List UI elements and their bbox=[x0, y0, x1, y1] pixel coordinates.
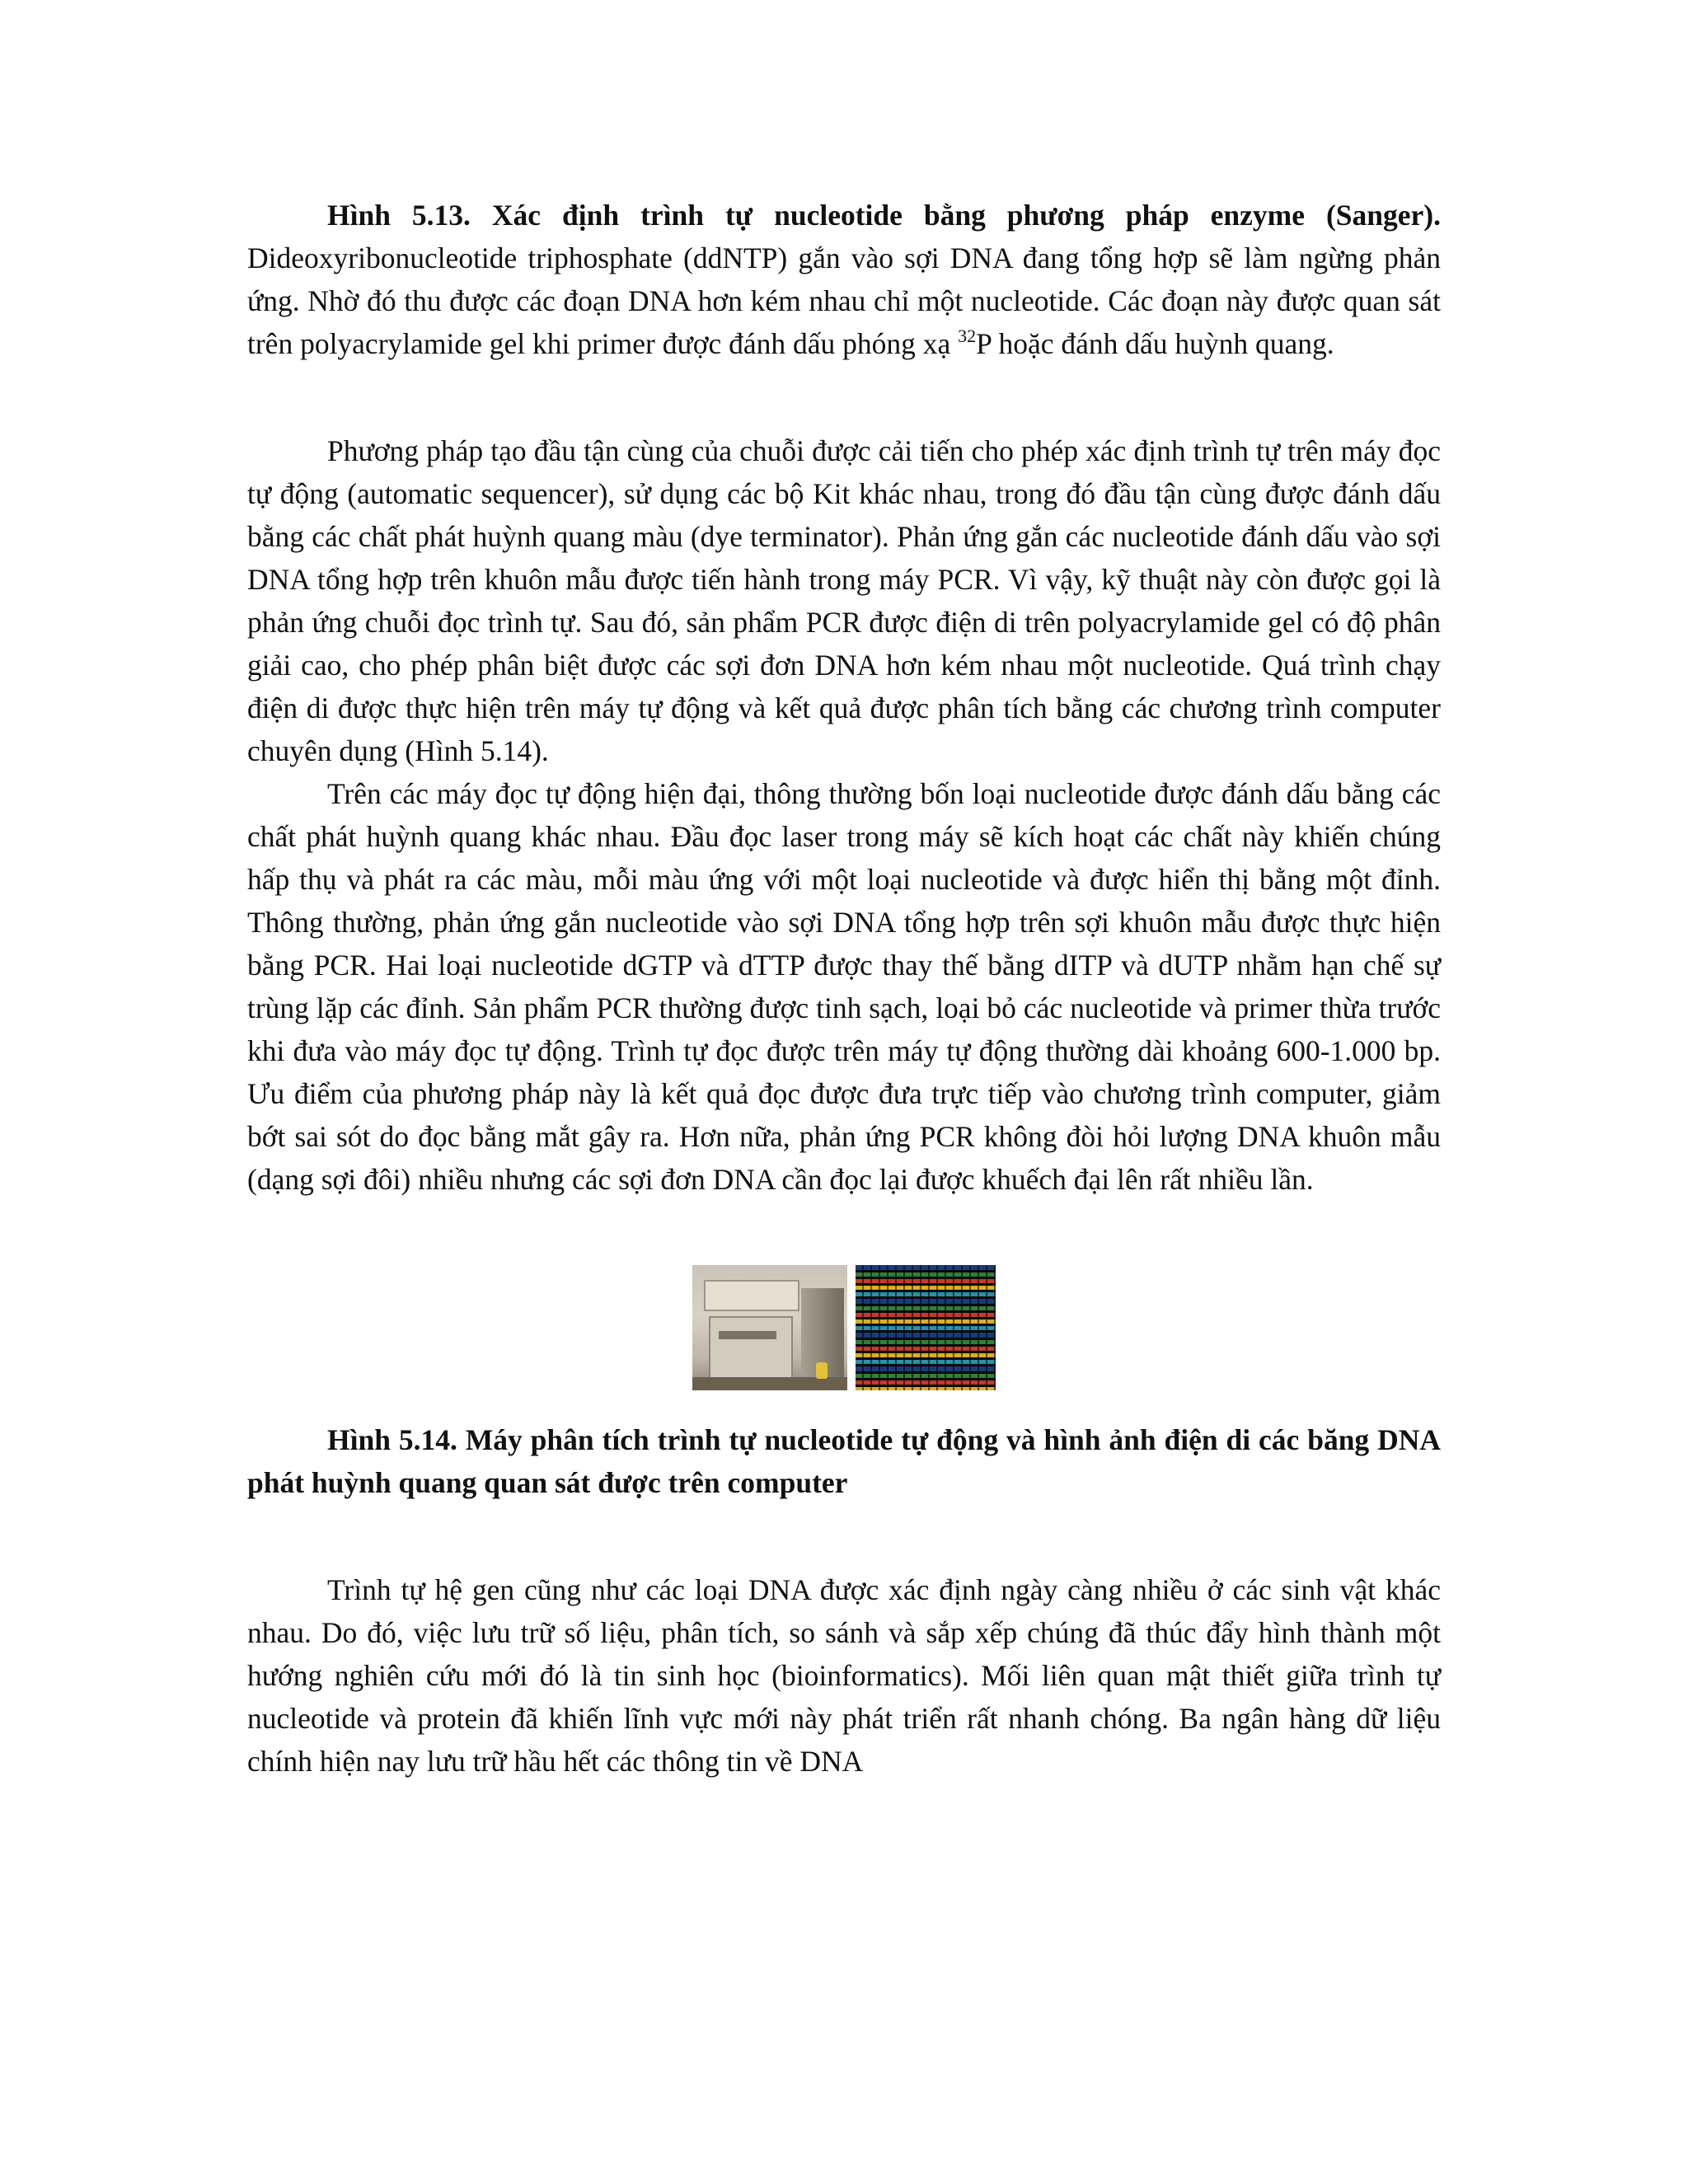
paragraph-automatic-sequencer: Phương pháp tạo đầu tận cùng của chuỗi được cải tiến cho phép xác định trình tự trên máy đọc tự động (automatic sequencer), sử dụng các bộ Kit khác nhau, trong đó đầu tận cùng được đánh dấu bằng các chất phát huỳnh quang màu (dye terminator). Phản ứng gắn các nucleotide đánh dấu vào sợi DNA tổng hợp trên khuôn mẫu được tiến hành trong máy PCR. Vì vậy, kỹ thuật này còn được gọi là phản ứng chuỗi đọc trình tự. Sau đó, sản phẩm PCR được điện di trên polyacrylamide gel có độ phân giải cao, cho phép phân biệt được các sợi đơn DNA hơn kém nhau một nucleotide. Quá trình chạy điện di được thực hiện trên máy tự động và kết quả được phân tích bằng các chương trình computer chuyên dụng (Hình 5.14). bbox=[247, 434, 1441, 767]
isotope-superscript: 32 bbox=[958, 326, 977, 346]
figure-5-13-text: Dideoxyribonucleotide triphosphate (ddNTP) gắn vào sợi DNA đang tổng hợp sẽ làm ngừng phản ứng. Nhờ đó thu được các đoạn DNA hơn kém nhau chỉ một nucleotide. Các đoạn này được quan sát trên polyacrylamide gel khi primer được đánh dấu phóng xạ bbox=[247, 241, 1441, 360]
figure-5-13-caption bbox=[247, 194, 1441, 365]
figure-5-13-title: Hình 5.13. Xác định trình tự nucleotide bằng phương pháp enzyme (Sanger). bbox=[327, 199, 1441, 232]
sequencer-machine-photo bbox=[692, 1265, 847, 1390]
paragraph-bioinformatics: Trình tự hệ gen cũng như các loại DNA được xác định ngày càng nhiều ở các sinh vật khác nhau. Do đó, việc lưu trữ số liệu, phân tích, so sánh và sắp xếp chúng đã thúc đẩy hình thành một hướng nghiên cứu mới đó là tin sinh học (bioinformatics). Mối liên quan mật thiết giữa trình tự nucleotide và protein đã khiến lĩnh vực mới này phát triển rất nhanh chóng. Ba ngân hàng dữ liệu chính hiện nay lưu trữ hầu hết các thông tin về DNA bbox=[247, 1573, 1441, 1778]
document-page bbox=[247, 194, 1441, 1783]
figure-5-14-caption: Hình 5.14. Máy phân tích trình tự nucleotide tự động và hình ảnh điện di các băng DNA phát huỳnh quang quan sát được trên computer bbox=[247, 1423, 1441, 1499]
figure-5-13-text-end: P hoặc đánh dấu huỳnh quang. bbox=[976, 327, 1334, 360]
figure-5-14 bbox=[247, 1265, 1441, 1395]
fluorescent-gel-image bbox=[856, 1265, 996, 1390]
paragraph-fluorescent-labels: Trên các máy đọc tự động hiện đại, thông thường bốn loại nucleotide được đánh dấu bằng các chất phát huỳnh quang khác nhau. Đầu đọc laser trong máy sẽ kích hoạt các chất này khiến chúng hấp thụ và phát ra các màu, mỗi màu ứng với một loại nucleotide và được hiển thị bằng một đỉnh. Thông thường, phản ứng gắn nucleotide vào sợi DNA tổng hợp trên sợi khuôn mẫu được thực hiện bằng PCR. Hai loại nucleotide dGTP và dTTP được thay thế bằng dITP và dUTP nhằm hạn chế sự trùng lặp các đỉnh. Sản phẩm PCR thường được tinh sạch, loại bỏ các nucleotide và primer thừa trước khi đưa vào máy đọc tự động. Trình tự đọc được trên máy tự động thường dài khoảng 600-1.000 bp. Ưu điểm của phương pháp này là kết quả đọc được đưa trực tiếp vào chương trình computer, giảm bớt sai sót do đọc bằng mắt gây ra. Hơn nữa, phản ứng PCR không đòi hỏi lượng DNA khuôn mẫu (dạng sợi đôi) nhiều nhưng các sợi đơn DNA cần đọc lại được khuếch đại lên rất nhiều lần. bbox=[247, 777, 1441, 1196]
